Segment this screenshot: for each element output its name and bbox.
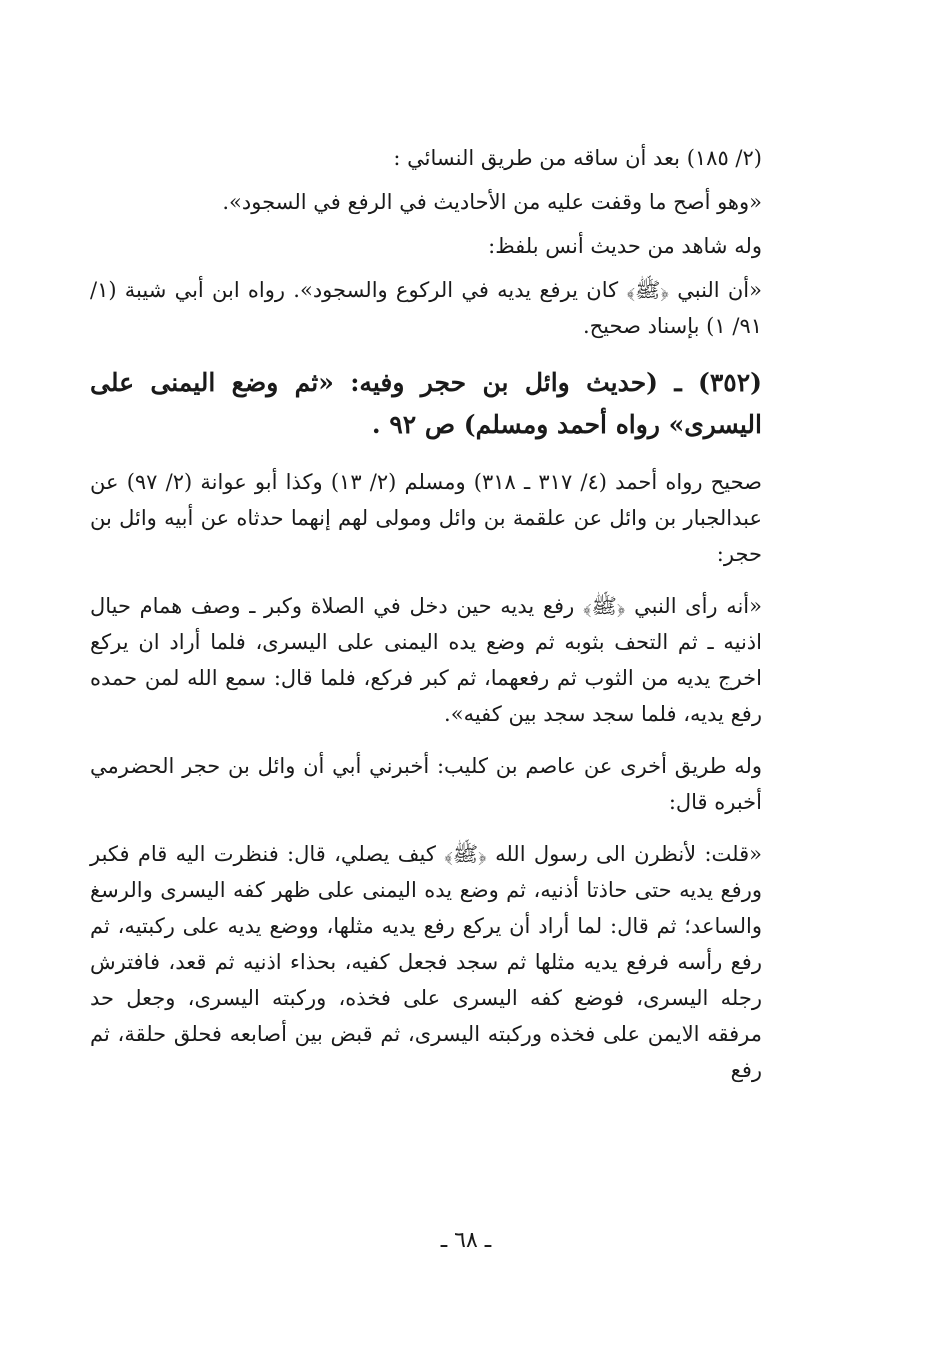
paragraph-witness-anas: وله شاهد من حديث أنس بلفظ: bbox=[488, 234, 762, 258]
page-number: ـ ٦٨ ـ bbox=[440, 1228, 492, 1253]
paragraph-takhrij: صحيح رواه أحمد (٤/ ٣١٧ ـ ٣١٨) ومسلم (٢/ ١٣) وكذا أبو عوانة (٢/ ٩٧) عن عبدالجبار بن وائل عن علقمة بن وائل ومولى لهم إنهما حدثاه عن أبيه وائل بن حجر: bbox=[90, 470, 762, 566]
paragraph-anas-hadith: «أن النبي ﴿ﷺ﴾ كان يرفع يديه في الركوع والسجود». رواه ابن أبي شيبة (١/ ٩١/ ١) بإسناد صحيح. bbox=[90, 278, 762, 338]
paragraph-wail-hadith: «أنه رأى النبي ﴿ﷺ﴾ رفع يديه حين دخل في الصلاة وكبر ـ وصف همام حيال اذنيه ـ ثم التحف بثوبه ثم وضع يده اليمنى على اليسرى، فلما أراد ان يركع اخرج يديه من الثوب ثم رفعهما، ثم كبر فركع، فلما قال: سمع الله لمن حمده رفع يديه، فلما سجد سجد بين كفيه». bbox=[90, 594, 762, 726]
paragraph-another-route: وله طريق أخرى عن عاصم بن كليب: أخبرني أبي أن وائل بن حجر الحضرمي أخبره قال: bbox=[90, 754, 762, 814]
paragraph-citation-intro: (٢/ ١٨٥) بعد أن ساقه من طريق النسائي : bbox=[393, 146, 762, 170]
paragraph-wail-description: «قلت: لأنظرن الى رسول الله ﴿ﷺ﴾ كيف يصلي، قال: فنظرت اليه قام فكبر ورفع يديه حتى حاذتا أذنيه، ثم وضع يده اليمنى على ظهر كفه اليسرى والرسغ والساعد؛ ثم قال: لما أراد أن يركع رفع يديه مثلها، ووضع يديه على ركبتيه، ثم رفع رأسه فرفع يديه مثلها ثم سجد فجعل كفيه، بحذاء اذنيه ثم قعد، فافترش رجله اليسرى، فوضع كفه اليسرى على فخذه، وركبته اليسرى، وجعل حد مرفقه الايمن على فخذه وركبته اليسرى، ثم قبض بين أصابعه فحلق حلقة، ثم رفع bbox=[90, 842, 762, 1082]
page-body bbox=[90, 140, 762, 1104]
hadith-heading-352: (٣٥٢) ـ (حديث وائل بن حجر وفيه: «ثم وضع اليمنى على اليسرى» رواه أحمد ومسلم) ص ٩٢ . bbox=[90, 368, 762, 439]
paragraph-quote-sujud: «وهو أصح ما وقفت عليه من الأحاديث في الرفع في السجود». bbox=[222, 190, 762, 214]
